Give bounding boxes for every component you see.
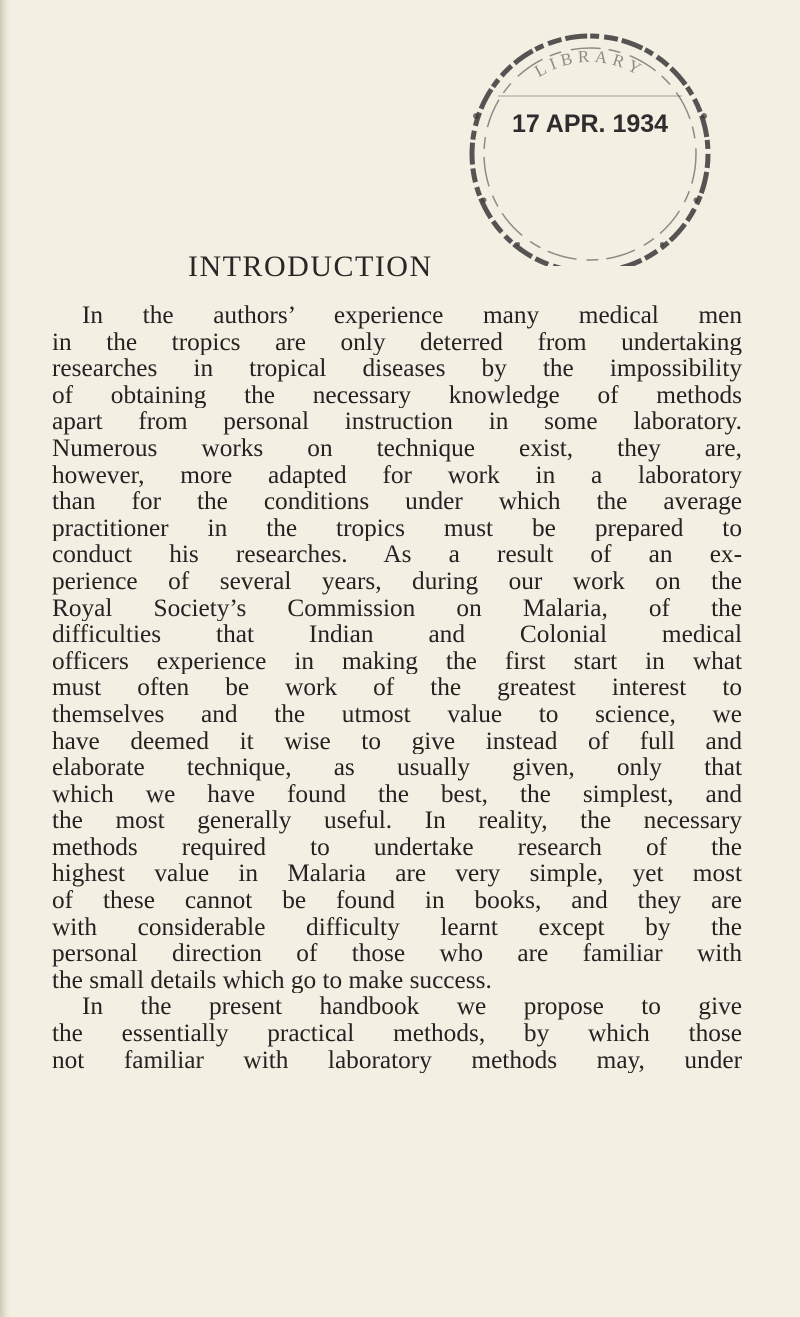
- text-line: methods required to undertake research of the: [52, 833, 742, 861]
- text-line: conduct his researches. As a result of an ex-: [52, 541, 742, 568]
- text-line: researches in tropical diseases by the impossibility: [52, 355, 742, 382]
- stamp-top-text-path: LIBRARY: [531, 46, 649, 81]
- text-line: In the authors’ experience many medical men: [82, 302, 742, 329]
- text-line: which we have found the best, the simplest, and: [52, 780, 742, 808]
- text-line: not familiar with laboratory methods may, under: [52, 1046, 742, 1074]
- text-line: have deemed it wise to give instead of full and: [52, 727, 742, 755]
- text-line: perience of several years, during our work on the: [52, 567, 742, 595]
- text-line: highest value in Malaria are very simple, yet most: [52, 860, 742, 888]
- stamp-top-text: [531, 47, 648, 81]
- text-line: practitioner in the tropics must be prepared to: [52, 514, 742, 542]
- page-title: INTRODUCTION: [188, 250, 433, 283]
- text-line: elaborate technique, as usually given, only that: [52, 754, 742, 781]
- text-line: with considerable difficulty learnt except by the: [52, 913, 742, 941]
- paragraph-2: [52, 993, 742, 1073]
- text-line: however, more adapted for work in a laboratory: [52, 461, 742, 489]
- text-line: the most generally useful. In reality, the necessary: [52, 807, 742, 834]
- text-line: personal direction of those who are familiar with: [52, 940, 742, 967]
- text-line: Royal Society’s Commission on Malaria, of the: [52, 594, 742, 622]
- text-line: Numerous works on technique exist, they are,: [52, 434, 742, 462]
- text-line: In the present handbook we propose to give: [82, 993, 742, 1021]
- text-line: officers experience in making the first start in what: [52, 647, 742, 675]
- text-line: of these cannot be found in books, and they are: [52, 887, 742, 914]
- text-line: difficulties that Indian and Colonial medical: [52, 621, 742, 648]
- text-line: apart from personal instruction in some laboratory.: [52, 408, 742, 435]
- stamp-ink: [468, 36, 712, 266]
- text-line: must often be work of the greatest interest to: [52, 674, 742, 701]
- text-line: the essentially practical methods, by which those: [52, 1020, 742, 1047]
- text-line: than for the conditions under which the average: [52, 488, 742, 515]
- text-line: in the tropics are only deterred from undertaking: [52, 328, 742, 356]
- text-line: the small details which go to make success.: [52, 966, 492, 994]
- page-edge: [0, 0, 10, 1317]
- library-stamp: [458, 4, 722, 266]
- text-line: themselves and the utmost value to science, we: [52, 700, 742, 728]
- stamp-date: 17 APR. 1934: [511, 110, 669, 138]
- paragraph-1: [52, 302, 742, 993]
- body-text: [52, 302, 742, 1073]
- text-line: of obtaining the necessary knowledge of methods: [52, 381, 742, 409]
